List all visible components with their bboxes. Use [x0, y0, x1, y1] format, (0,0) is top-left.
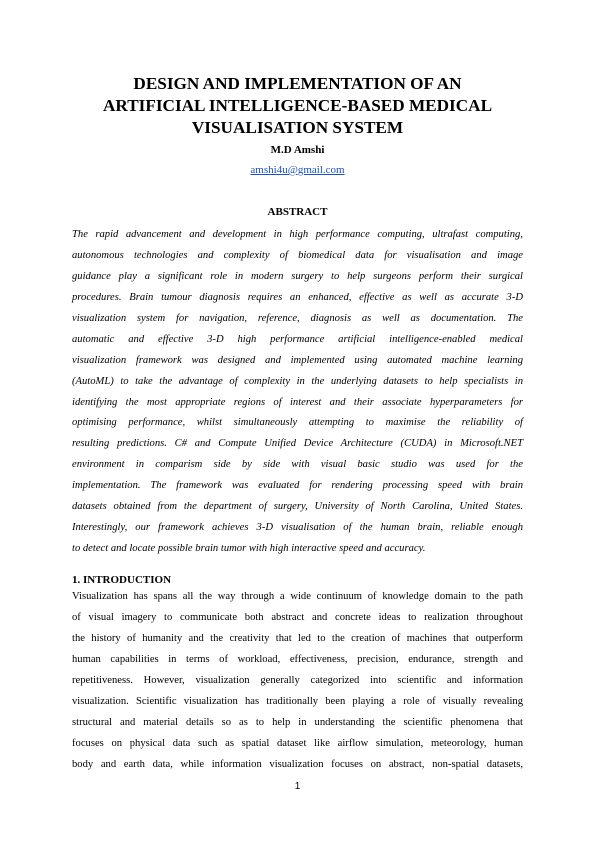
title-line: ARTIFICIAL INTELLIGENCE-BASED MEDICAL: [102, 96, 493, 115]
abstract-line: resulting predictions. C# and Compute Unified Device Architecture (CUDA) in Microsoft.NET: [72, 438, 523, 450]
intro-line: body and earth data, while information visualization focuses on abstract, non-spatial datasets,: [72, 758, 523, 770]
abstract-line: guidance play a significant role in modern surgery to help surgeons perform their surgical: [72, 270, 523, 282]
abstract-line: datasets obtained from the department of surgery, University of North Carolina, United States.: [72, 501, 523, 513]
abstract-line: optimising performance, whilst simultaneously attempting to maximise the reliability of: [72, 417, 523, 429]
paper-title: [60, 73, 535, 139]
abstract-line: procedures. Brain tumour diagnosis requires an enhanced, effective as well as accurate 3-D: [72, 291, 523, 303]
title-line: DESIGN AND IMPLEMENTATION OF AN: [133, 74, 462, 93]
email-link[interactable]: amshi4u@gmail.com: [250, 164, 345, 176]
abstract-line: identifying the most appropriate regions of interest and their associate hyperparameters for: [72, 396, 523, 408]
abstract-line: (AutoML) to take the advantage of complexity in the underlying datasets to help specialists in: [72, 375, 523, 387]
intro-line: visualization. Scientific visualization has traditionally been playing a role of visually revealing: [72, 695, 523, 707]
abstract-heading: ABSTRACT: [267, 206, 328, 218]
intro-line: structural and material details so as to help in understanding the scientific phenomena that: [72, 716, 523, 728]
introduction-body: [72, 587, 523, 775]
page-number: 1: [294, 781, 301, 792]
intro-line: Visualization has spans all the way through a wide continuum of knowledge domain to the path: [72, 591, 523, 602]
abstract-line: to detect and locate possible brain tumor with high interactive speed and accuracy.: [72, 543, 426, 555]
author-email: [0, 163, 595, 177]
abstract-line: autonomous technologies and complexity of biomedical data for visualisation and image: [72, 249, 523, 261]
abstract-line: automatic and effective 3-D high performance artificial intelligence-enabled medical: [72, 333, 523, 345]
section-heading-introduction: 1. INTRODUCTION: [72, 574, 172, 586]
abstract-line: Interestingly, our framework achieves 3-D visualisation of the human brain, reliable enough: [72, 522, 523, 534]
intro-line: focuses on physical data such as spatial dataset like airflow simulation, meteorology, human: [72, 737, 523, 749]
abstract-line: The rapid advancement and development in high performance computing, ultrafast computing,: [72, 229, 523, 240]
abstract-line: visualization framework was designed and implemented using automated machine learning: [72, 354, 523, 366]
intro-line: human capabilities in terms of workload, effectiveness, precision, endurance, strength and: [72, 653, 523, 665]
intro-line: of visual imagery to communicate both abstract and concrete ideas to realization throughout: [72, 611, 523, 623]
abstract-line: environment in comparism side by side with visual basic studio was used for the: [72, 459, 523, 471]
intro-line: the history of humanity and the creativity that led to the creation of machines that outperform: [72, 632, 523, 644]
author-name: M.D Amshi: [270, 144, 325, 156]
intro-line: repetitiveness. However, visualization generally categorized into scientific and information: [72, 674, 523, 686]
abstract-line: implementation. The framework was evaluated for rendering processing speed with brain: [72, 480, 523, 492]
abstract-line: visualization system for navigation, reference, diagnosis as well as documentation. The: [72, 312, 523, 324]
title-line: VISUALISATION SYSTEM: [191, 118, 404, 137]
abstract-body: [72, 225, 523, 560]
